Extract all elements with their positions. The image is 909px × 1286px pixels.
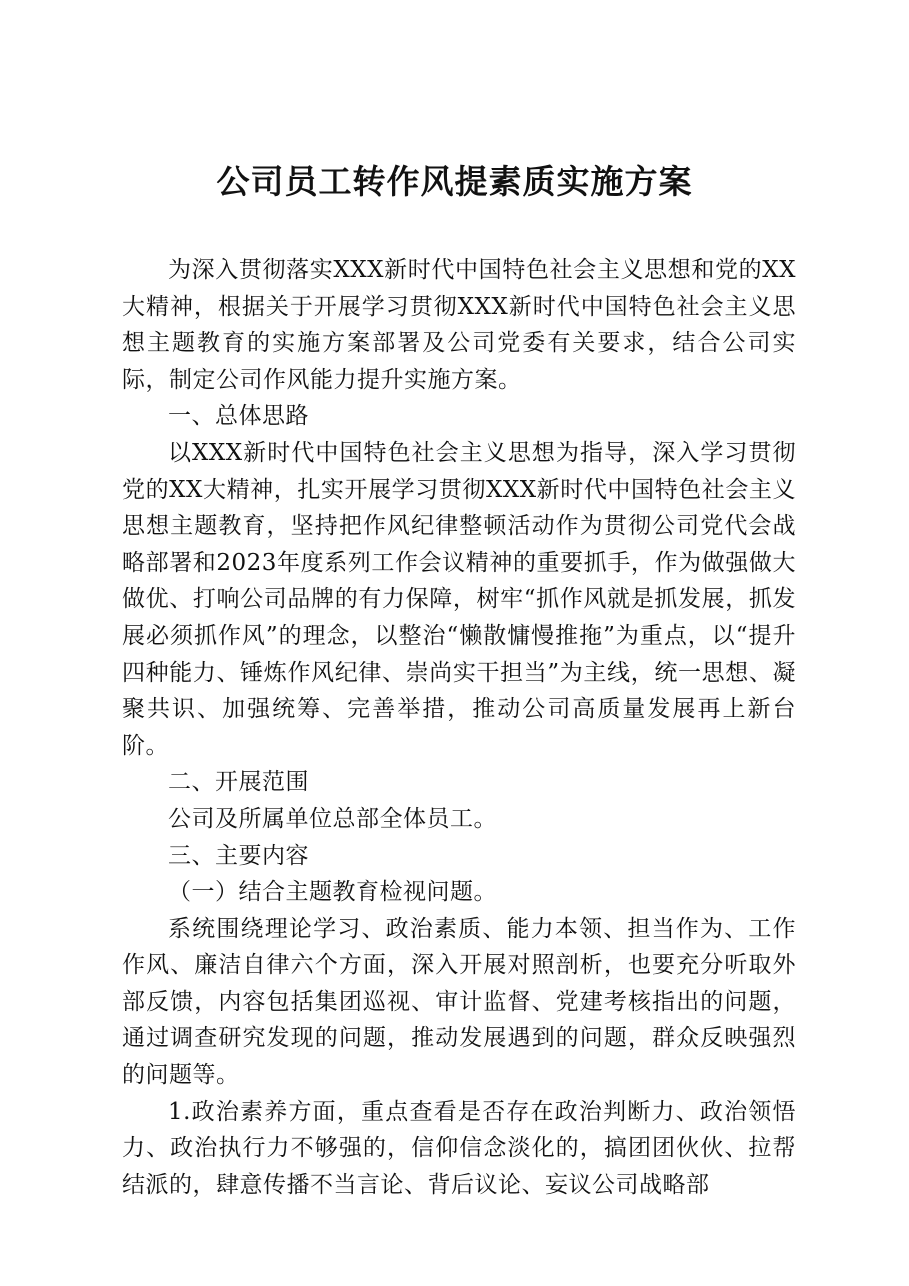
intro-paragraph: 为深入贯彻落实XXX新时代中国特色社会主义思想和党的XX大精神，根据关于开展学习贯彻XXX新时代中国特色社会主义思想主题教育的实施方案部署及公司党委有关要求，结合公司实际，制定公司作风能力提升实施方案。 xyxy=(122,257,796,393)
section-heading-scope: 二、开展范围 xyxy=(168,769,309,796)
document-title: 公司员工转作风提素质实施方案 xyxy=(216,162,693,201)
subsection-heading-review-issues: （一）结合主题教育检视问题。 xyxy=(168,879,497,906)
political-literacy-paragraph: 1.政治素养方面，重点查看是否存在政治判断力、政治领悟力、政治执行力不够强的，信仰信念淡化的，搞团团伙伙、拉帮结派的，肆意传播不当言论、背后议论、妄议公司战略部 xyxy=(122,1098,796,1198)
scope-paragraph: 公司及所属单位总部全体员工。 xyxy=(168,805,497,832)
document-body xyxy=(122,252,796,1203)
section-heading-main-content: 三、主要内容 xyxy=(168,842,309,869)
review-issues-paragraph: 系统围绕理论学习、政治素质、能力本领、担当作为、工作作风、廉洁自律六个方面，深入开展对照剖析，也要充分听取外部反馈，内容包括集团巡视、审计监督、党建考核指出的问题，通过调查研究发现的问题，推动发展遇到的问题，群众反映强烈的问题等。 xyxy=(122,915,796,1089)
overall-approach-paragraph: 以XXX新时代中国特色社会主义思想为指导，深入学习贯彻党的XX大精神，扎实开展学习贯彻XXX新时代中国特色社会主义思想主题教育，坚持把作风纪律整顿活动作为贯彻公司党代会战略部署和2023年度系列工作会议精神的重要抓手，作为做强做大做优、打响公司品牌的有力保障，树牢“抓作风就是抓发展，抓发展必须抓作风”的理念，以整治“懒散慵慢推拖”为重点，以“提升四种能力、锤炼作风纪律、崇尚实干担当”为主线，统一思想、凝聚共识、加强统筹、完善举措，推动公司高质量发展再上新台阶。 xyxy=(122,439,796,759)
section-heading-overall-approach: 一、总体思路 xyxy=(168,403,309,430)
